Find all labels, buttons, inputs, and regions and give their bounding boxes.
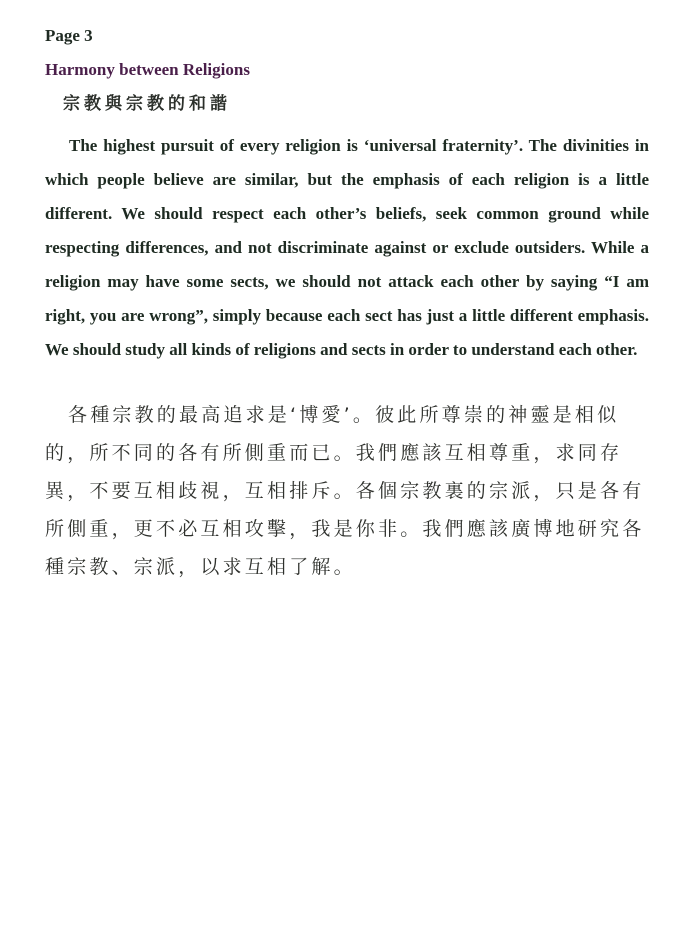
page-title-english: Harmony between Religions: [45, 60, 250, 79]
page-title-chinese: 宗教與宗教的和諧: [63, 94, 231, 114]
paragraph-chinese: 各種宗教的最高追求是‘博愛’。彼此所尊崇的神靈是相似的，所不同的各有所側重而已。我們應該互相尊重，求同存異，不要互相歧視，互相排斥。各個宗教裏的宗派，只是各有所側重，更不必互相攻擊，我是你非。我們應該廣博地研究各種宗教、宗派，以求互相了解。: [45, 404, 645, 578]
paragraph-english: The highest pursuit of every religion is ‘universal fraternity’. The divinities in which people believe are similar, but the emphasis of each religion is a little different. We should respect each other’s beliefs, seek common ground while respecting differences, and not discriminate against or exclude outsiders. While a religion may have some sects, we should not attack each other by saying “I am right, you are wrong”, simply because each sect has just a little different emphasis. We should study all kinds of religions and sects in order to understand each other.: [45, 136, 649, 359]
page-number: Page 3: [45, 26, 93, 45]
